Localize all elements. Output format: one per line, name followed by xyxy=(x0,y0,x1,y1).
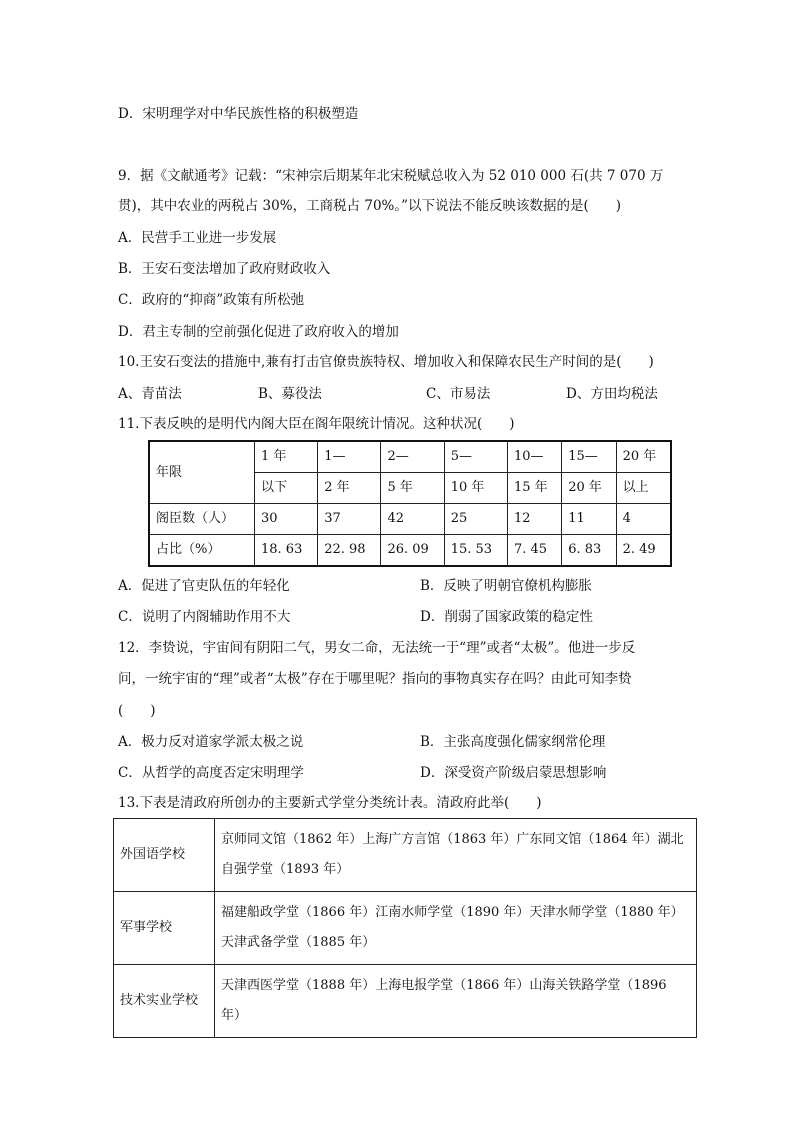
count-cell: 11 xyxy=(562,504,616,535)
percent-cell: 22. 98 xyxy=(318,535,381,567)
percent-cell: 26. 09 xyxy=(381,535,444,567)
q11-options-row2 xyxy=(118,607,688,627)
percent-cell: 2. 49 xyxy=(616,535,671,567)
table-row xyxy=(149,441,671,473)
percent-row-label: 占比（%） xyxy=(149,535,255,567)
q8-option-d: D．宋明理学对中华民族性格的积极塑造 xyxy=(118,106,359,122)
period-cell: 2 年 xyxy=(318,473,381,504)
count-cell: 12 xyxy=(507,504,561,535)
table-header-label: 年限 xyxy=(149,441,255,504)
q11-options-row1 xyxy=(118,576,688,596)
school-list: 京师同文馆（1862 年）上海广方言馆（1863 年）广东同文馆（1864 年）湖北自强学堂（1893 年） xyxy=(215,819,697,892)
count-cell: 25 xyxy=(444,504,507,535)
percent-cell: 7. 45 xyxy=(507,535,561,567)
tenure-table xyxy=(148,440,672,567)
q12-option-c: C．从哲学的高度否定宋明理学 xyxy=(118,765,304,781)
table-row xyxy=(149,535,671,567)
table-row xyxy=(114,892,697,965)
q11-option-d: D．削弱了国家政策的稳定性 xyxy=(420,609,593,625)
q11-stem: 11.下表反映的是明代内阁大臣在阁年限统计情况。这种状况( ) xyxy=(118,416,515,432)
period-cell: 以下 xyxy=(255,473,318,504)
q10-option-a: A、青苗法 xyxy=(118,386,182,402)
q10-options xyxy=(118,384,688,404)
q12-options-row1 xyxy=(118,732,688,752)
percent-cell: 6. 83 xyxy=(562,535,616,567)
school-category: 军事学校 xyxy=(114,892,215,965)
q12-stem-line1: 12．李贽说，宇宙间有阴阳二气，男女二命，无法统一于“理”或者“太极”。他进一步反 xyxy=(118,640,636,656)
period-cell: 5— xyxy=(444,441,507,473)
period-cell: 15 年 xyxy=(507,473,561,504)
period-cell: 1 年 xyxy=(255,441,318,473)
percent-cell: 15. 53 xyxy=(444,535,507,567)
percent-cell: 18. 63 xyxy=(255,535,318,567)
q9-stem-line2: 贯)，其中农业的两税占 30%，工商税占 70%。”以下说法不能反映该数据的是( ) xyxy=(118,198,622,214)
table-row xyxy=(114,965,697,1038)
q13-stem: 13.下表是清政府所创办的主要新式学堂分类统计表。清政府此举( ) xyxy=(118,795,542,811)
period-cell: 5 年 xyxy=(381,473,444,504)
q11-option-b: B．反映了明朝官僚机构膨胀 xyxy=(420,578,592,594)
count-cell: 4 xyxy=(616,504,671,535)
table-row xyxy=(149,504,671,535)
q10-stem: 10.王安石变法的措施中,兼有打击官僚贵族特权、增加收入和保障农民生产时间的是( ) xyxy=(118,354,654,370)
q12-options-row2 xyxy=(118,763,688,783)
schools-table xyxy=(113,818,697,1038)
period-cell: 以上 xyxy=(616,473,671,504)
period-cell: 2— xyxy=(381,441,444,473)
period-cell: 1— xyxy=(318,441,381,473)
count-cell: 42 xyxy=(381,504,444,535)
count-cell: 30 xyxy=(255,504,318,535)
q9-option-d: D．君主专制的空前强化促进了政府收入的增加 xyxy=(118,324,399,340)
q11-option-a: A．促进了官吏队伍的年轻化 xyxy=(118,578,290,594)
period-cell: 20 年 xyxy=(616,441,671,473)
table-row xyxy=(114,819,697,892)
q10-option-c: C、市易法 xyxy=(426,386,491,402)
q12-option-a: A．极力反对道家学派太极之说 xyxy=(118,734,304,750)
q10-option-d: D、方田均税法 xyxy=(566,386,658,402)
q10-option-b: B、募役法 xyxy=(258,386,322,402)
q12-option-b: B．主张高度强化儒家纲常伦理 xyxy=(420,734,606,750)
school-category: 技术实业学校 xyxy=(114,965,215,1038)
q9-option-a: A．民营手工业进一步发展 xyxy=(118,230,277,246)
q12-stem-line2: 问，一统宇宙的“理”或者“太极”存在于哪里呢？指向的事物真实存在吗？由此可知李贽 xyxy=(118,671,632,687)
q11-option-c: C．说明了内阁辅助作用不大 xyxy=(118,609,291,625)
period-cell: 20 年 xyxy=(562,473,616,504)
q12-stem-line3: ( ) xyxy=(118,703,156,719)
period-cell: 10— xyxy=(507,441,561,473)
q9-option-c: C．政府的“抑商”政策有所松弛 xyxy=(118,292,305,308)
school-list: 福建船政学堂（1866 年）江南水师学堂（1890 年）天津水师学堂（1880 年）天津武备学堂（1885 年） xyxy=(215,892,697,965)
school-category: 外国语学校 xyxy=(114,819,215,892)
q9-option-b: B．王安石变法增加了政府财政收入 xyxy=(118,261,331,277)
q9-stem-line1: 9．据《文献通考》记载：“宋神宗后期某年北宋税赋总收入为 52 010 000 石(共 7 070 万 xyxy=(118,168,664,184)
q12-option-d: D．深受资产阶级启蒙思想影响 xyxy=(420,765,607,781)
period-cell: 15— xyxy=(562,441,616,473)
count-cell: 37 xyxy=(318,504,381,535)
period-cell: 10 年 xyxy=(444,473,507,504)
count-row-label: 阁臣数（人） xyxy=(149,504,255,535)
school-list: 天津西医学堂（1888 年）上海电报学堂（1866 年）山海关铁路学堂（1896 年） xyxy=(215,965,697,1038)
